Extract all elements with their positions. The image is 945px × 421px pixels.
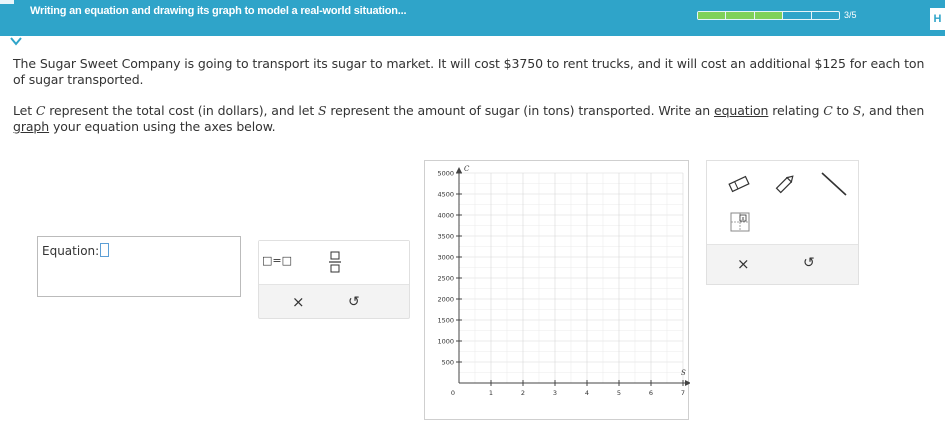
- chevron-down-icon[interactable]: [9, 36, 23, 46]
- equals-template-button[interactable]: □=□: [262, 254, 293, 267]
- clear-button[interactable]: ×: [292, 293, 305, 311]
- keypad-templates: [259, 241, 409, 285]
- y-tick-label: 2500: [437, 274, 454, 283]
- x-tick-label: 5: [616, 389, 622, 397]
- line-icon[interactable]: [819, 169, 849, 199]
- clear-graph-button[interactable]: ×: [737, 255, 750, 273]
- y-tick-label: 1000: [437, 337, 454, 346]
- y-tick-label: 5000: [437, 169, 454, 178]
- x-axis-label: S: [681, 369, 686, 377]
- variable-c: C: [823, 103, 833, 118]
- x-tick-label: 1: [488, 389, 494, 397]
- progress-text: 3/5: [844, 10, 857, 20]
- text: Let: [13, 103, 36, 118]
- y-tick-label: 3000: [437, 253, 454, 262]
- y-tick-label: 4000: [437, 211, 454, 220]
- graph-tool-panel: [706, 160, 859, 285]
- x-tick-label: 3: [552, 389, 558, 397]
- svg-text:x: x: [741, 216, 745, 222]
- y-tick-label: 4500: [437, 190, 454, 199]
- equation-input[interactable]: [100, 243, 109, 257]
- y-tick-label: 3500: [437, 232, 454, 241]
- menu-icon[interactable]: [0, 0, 14, 4]
- variable-s: S: [318, 103, 327, 118]
- x-tick-label: 4: [584, 389, 590, 397]
- variable-s: S: [852, 103, 862, 118]
- progress-bar: [697, 11, 840, 20]
- y-tick-label: 500: [441, 358, 454, 367]
- equation-answer-box[interactable]: [37, 236, 241, 297]
- graph-panel[interactable]: [424, 160, 689, 420]
- y-tick-label: 1500: [437, 316, 454, 325]
- progress-segment: [698, 12, 726, 19]
- y-axis-arrow: [456, 167, 462, 173]
- y-tick-label: 2000: [437, 295, 454, 304]
- progress-segment: [783, 12, 811, 19]
- equation-label: Equation:: [42, 244, 100, 258]
- x-axis-arrow: [685, 380, 690, 386]
- top-bar: [0, 0, 945, 36]
- undo-button[interactable]: ↺: [348, 294, 360, 310]
- pencil-icon[interactable]: [772, 171, 798, 197]
- avatar[interactable]: H: [930, 8, 945, 30]
- y-axis-label: C: [464, 165, 470, 173]
- x-tick-label: 6: [648, 389, 654, 397]
- x-tick-label: 2: [520, 389, 526, 397]
- text: to: [832, 103, 853, 118]
- grid-point-icon[interactable]: [729, 211, 751, 233]
- variable-c: C: [35, 103, 46, 118]
- text: your equation using the axes below.: [49, 119, 276, 134]
- graph-axes[interactable]: [425, 161, 690, 421]
- x-tick-label: 7: [680, 389, 686, 397]
- graph-link[interactable]: graph: [13, 119, 50, 134]
- progress-segment: [726, 12, 754, 19]
- origin-label: 0: [450, 389, 455, 397]
- equation-link[interactable]: equation: [713, 103, 769, 118]
- text: relating: [768, 103, 824, 118]
- progress-segment: [755, 12, 783, 19]
- math-keypad: [258, 240, 410, 319]
- problem-paragraph-1: The Sugar Sweet Company is going to transport its sugar to market. It will cost $3750 to rent trucks, and it will cost an additional $125 for each ton of sugar transported.: [13, 56, 925, 87]
- fraction-template-icon[interactable]: [329, 250, 341, 274]
- text: represent the amount of sugar (in tons) transported. Write an: [326, 103, 714, 118]
- eraser-icon[interactable]: [727, 175, 751, 193]
- undo-graph-button[interactable]: ↺: [803, 255, 815, 271]
- tool-actions: [707, 244, 858, 284]
- progress-segment: [812, 12, 839, 19]
- problem-paragraph-2: [13, 103, 933, 135]
- topic-title: Writing an equation and drawing its graph to model a real-world situation...: [30, 5, 407, 17]
- text: , and then: [861, 103, 925, 118]
- text: represent the total cost (in dollars), and let: [45, 103, 318, 118]
